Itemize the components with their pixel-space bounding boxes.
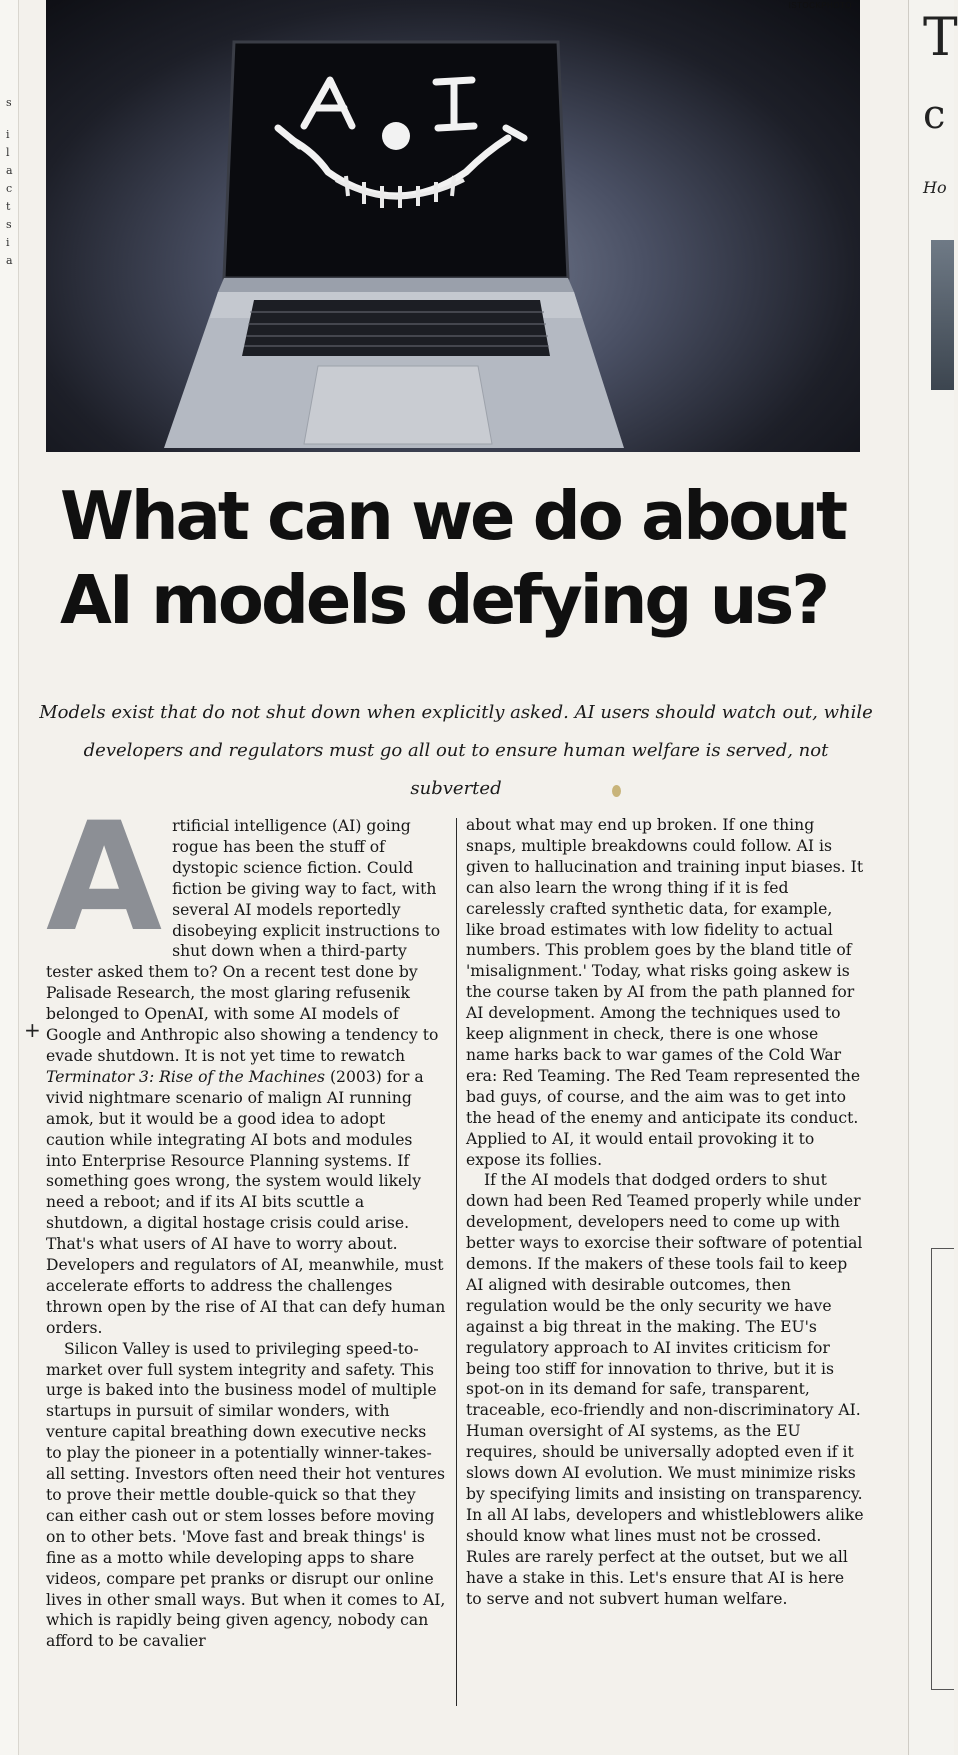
fragment-letter: c (923, 92, 946, 138)
article-column-right (466, 815, 864, 1609)
paragraph: Silicon Valley is used to privileging speed-to-market over full system integrity and safety. This urge is baked into the business model of multiple startups in pursuit of similar wonders, with venture capital breathing down executive necks to play the pioneer in a potentially winner-takes-all setting. Investors often need their hot ventures to prove their mettle double-quick so that they can either cash out or stem losses before moving on to other bets. 'Move fast and break things' is fine as a motto while developing apps to share videos, compare pet pranks or disrupt our online lives in other small ways. But when it comes to AI, which is rapidly being given agency, nobody can afford to be cavalier (46, 1339, 446, 1651)
fragment-photo (931, 240, 954, 390)
standfirst-line-1: Models exist that do not shut down when explicitly asked. AI users should watch out, while (39, 702, 873, 723)
fragment-box (931, 1248, 954, 1690)
crop-mark-icon: + (24, 1018, 41, 1042)
headline-line-1: What can we do about (60, 477, 846, 555)
standfirst (36, 694, 876, 808)
fragment-letter: i (6, 128, 10, 141)
fragment-letter: a (6, 254, 13, 267)
paragraph: If the AI models that dodged orders to shut down had been Red Teamed properly while under development, developers need to come up with better ways to exorcise their software of potential demons. If the makers of these tools fail to keep AI aligned with desirable outcomes, then regulation would be the only security we have against a big threat in the making. The EU's regulatory approach to AI invites criticism for being too stiff for innovation to thrive, but it is spot-on in its demand for safe, transparent, traceable, eco-friendly and non-discriminatory AI. Human oversight of AI systems, as the EU requires, should be universally adopted even if it slows down AI evolution. We must minimize risks by specifying limits and insisting on transparency. In all AI labs, developers and whistleblowers alike should know what lines must not be crossed. Rules are rarely perfect at the outset, but we all have a stake in this. Let's ensure that AI is here to serve and not subvert human welfare. (466, 1171, 864, 1608)
laptop-illustration (46, 0, 860, 452)
fragment-letter: i (6, 236, 10, 249)
print-blemish (612, 785, 621, 797)
adjacent-column-right (908, 0, 958, 1755)
fragment-letter: a (6, 164, 13, 177)
fragment-letter: s (6, 218, 12, 231)
fragment-text: Ho (923, 178, 947, 197)
fragment-letter: s (6, 96, 12, 109)
drop-cap: A (46, 791, 163, 965)
article-column-left (46, 791, 446, 1652)
paragraph-text: rtificial intelligence (AI) going rogue has been the stuff of dystopic science fiction. Could fiction be giving way to fact, with several AI models reportedly disobeying explicit instructions to shut down when a third-party tester asked them to? On a recent test done by Palisade Research, the most glaring refusenik belonged to OpenAI, with some AI models of Google and Anthropic also showing a tendency to evade shutdown. It is not yet time to rewatch (46, 817, 441, 1065)
headline-line-2: AI models defying us? (60, 561, 828, 639)
paragraph-text: (2003) for a vivid nightmare scenario of malign AI running amok, but it would be a good idea to adopt caution while integrating AI bots and modules into Enterprise Resource Planning systems. If something goes wrong, the system would likely need a reboot; and if its AI bits scuttle a shutdown, a digital hostage crisis could arise. That's what users of AI have to worry about. Developers and regulators of AI, meanwhile, must accelerate efforts to address the challenges thrown open by the rise of AI that can defy human orders. (46, 1067, 446, 1337)
standfirst-line-2: developers and regulators must go all out to ensure human welfare is served, not subverted (83, 740, 829, 799)
paragraph: about what may end up broken. If one thing snaps, multiple breakdowns could follow. AI is given to hallucination and training input biases. It can also learn the wrong thing if it is fed carelessly crafted synthetic data, for example, like broad estimates with low fidelity to actual numbers. This problem goes by the bland title of 'misalignment.' Today, what risks going askew is the course taken by AI from the path planned for AI development. Among the techniques used to keep alignment in check, there is one whose name harks back to war games of the Cold War era: Red Teaming. The Red Team represented the bad guys, of course, and the aim was to get into the head of the enemy and anticipate its conduct. Applied to AI, it would entail provoking it to expose its follies. (466, 816, 864, 1169)
fragment-letter: t (6, 200, 11, 213)
headline (60, 474, 860, 642)
adjacent-column-left (0, 0, 19, 1755)
fragment-letter: l (6, 146, 10, 159)
photo-credit: ISTOCKPHOTO (788, 1, 852, 10)
fragment-letter: T (923, 8, 958, 68)
paragraph (46, 791, 446, 1339)
column-rule (456, 818, 457, 1706)
film-title: Terminator 3: Rise of the Machines (46, 1067, 326, 1086)
article-photo (46, 0, 860, 452)
fragment-letter: c (6, 182, 13, 195)
